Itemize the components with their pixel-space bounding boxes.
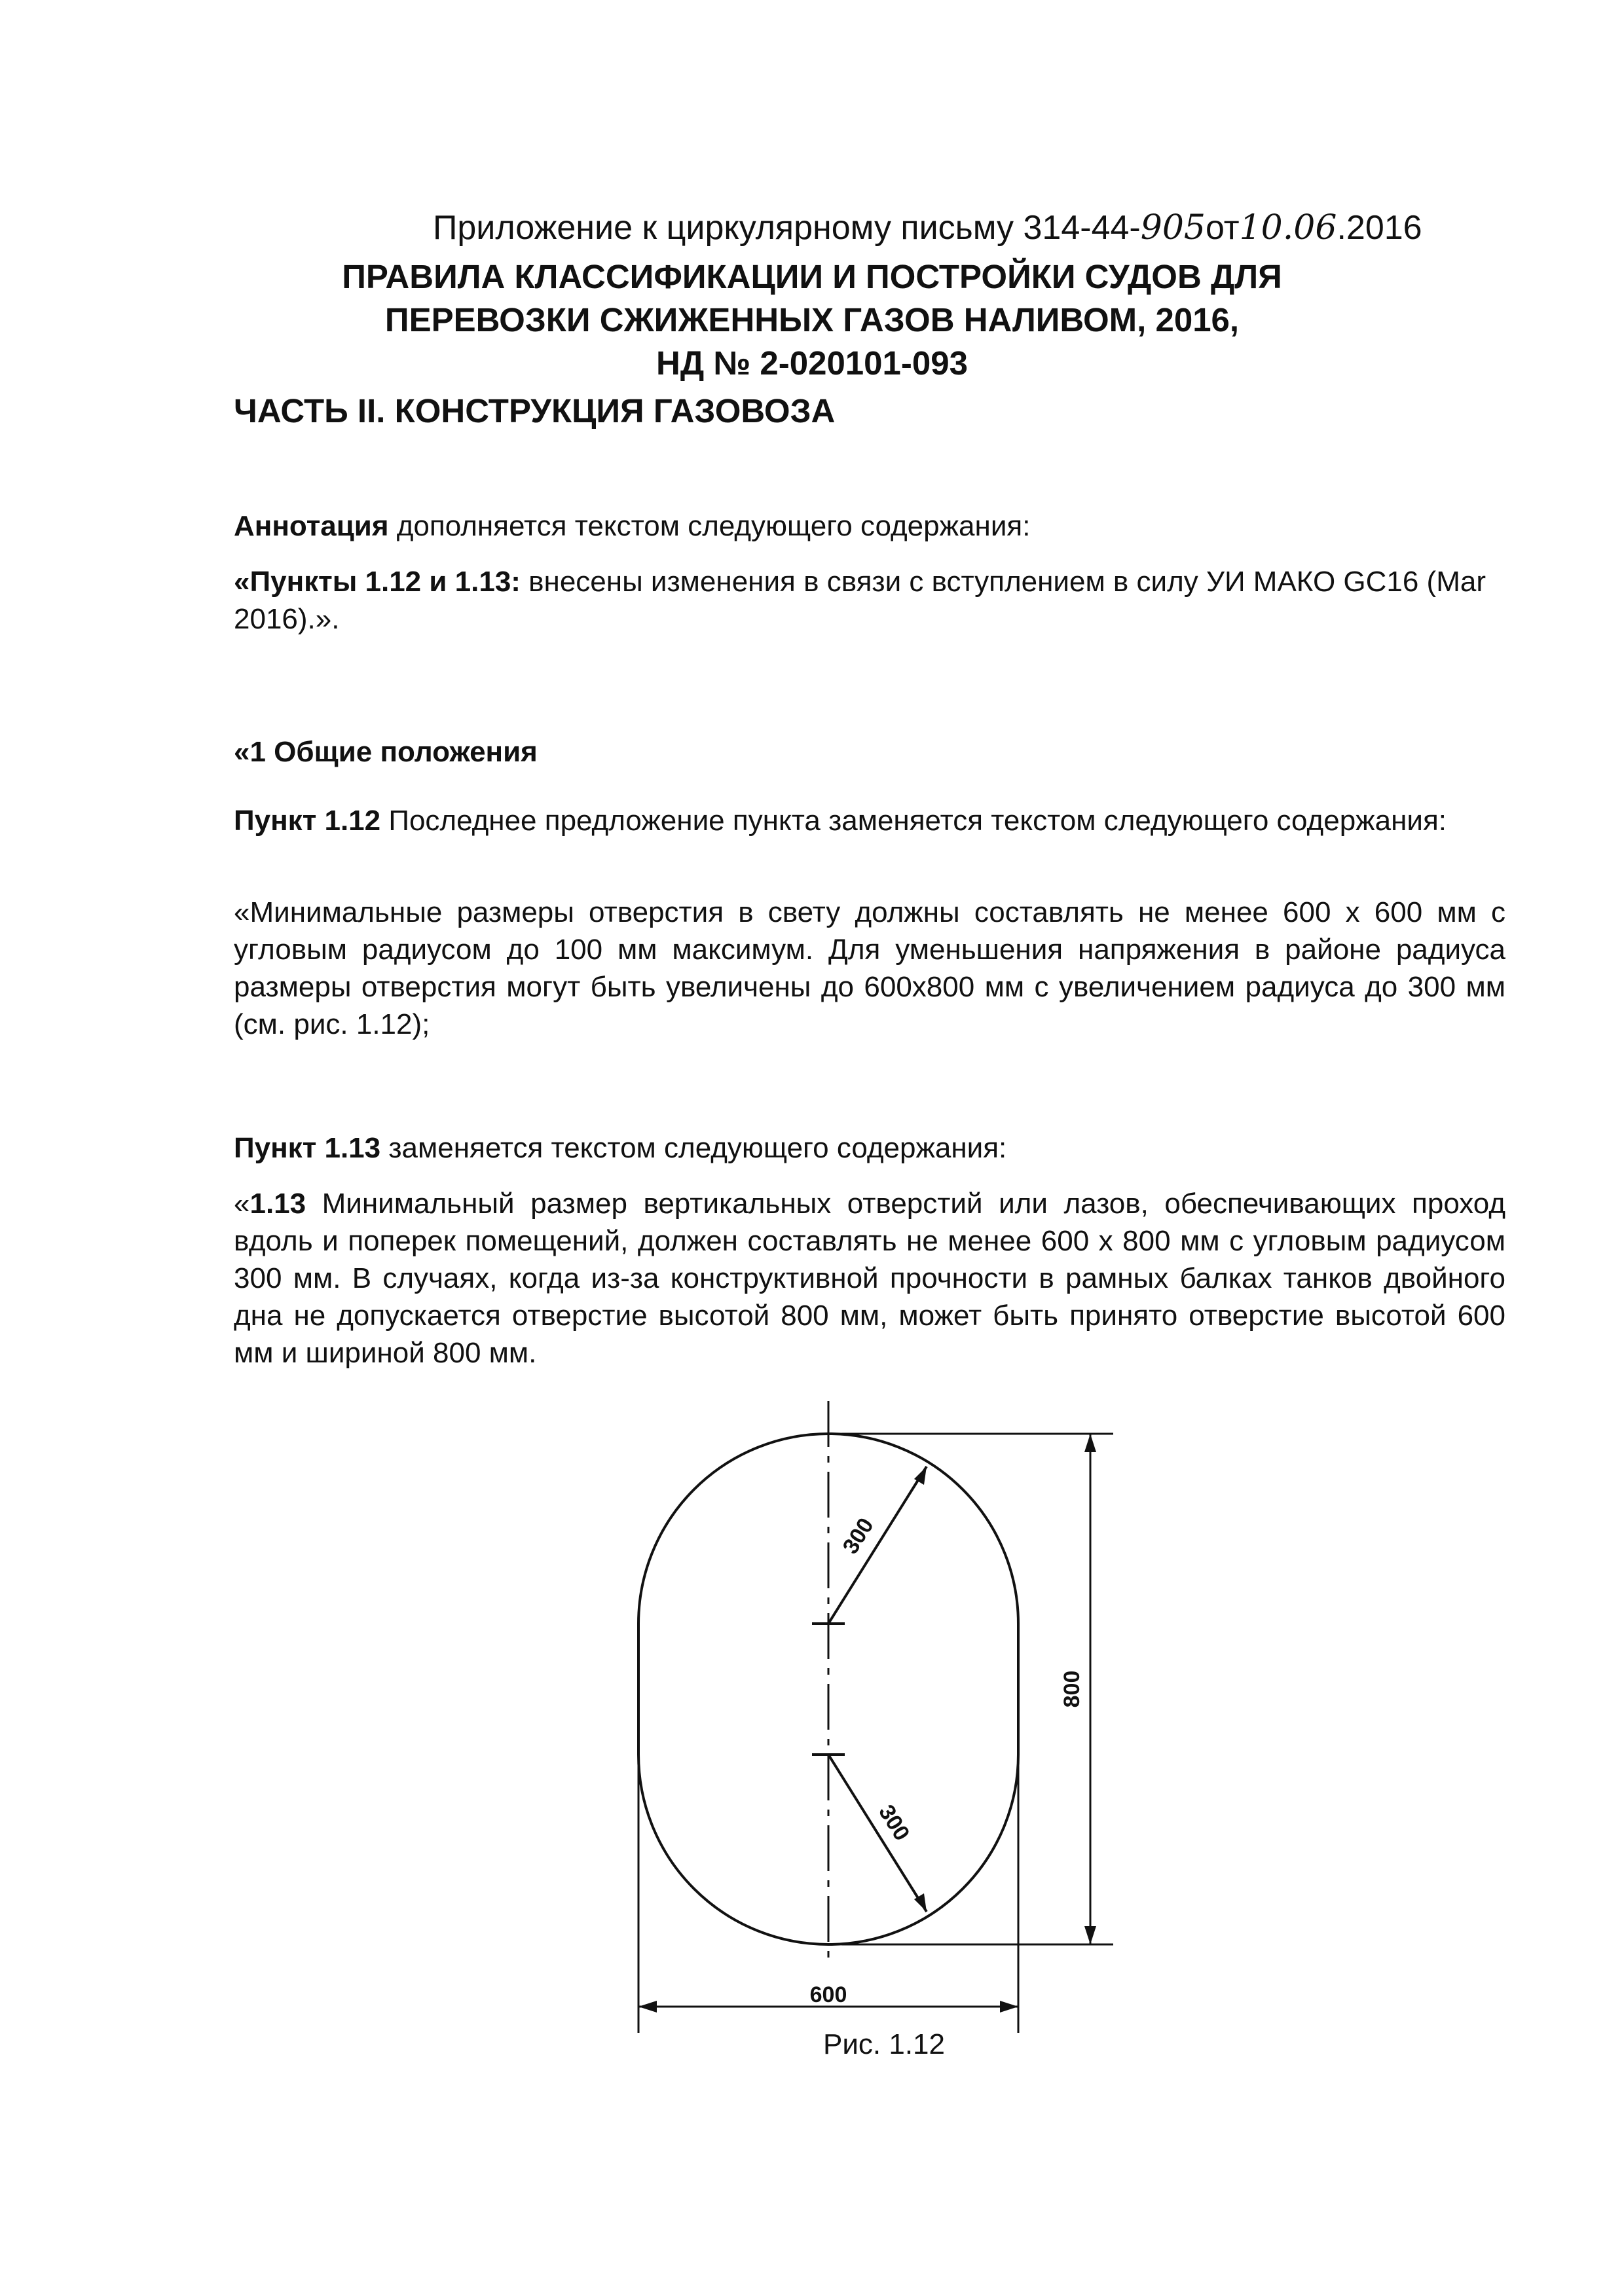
dim-width-label: 600: [809, 1982, 847, 2007]
radius-lines: [828, 1467, 927, 1912]
reference-mid: от: [1206, 209, 1240, 247]
item-1-13-label: Пункт 1.13: [234, 1132, 381, 1164]
dim-height-label: 800: [1060, 1670, 1084, 1708]
item-1-12-quote: «Минимальные размеры отверстия в свету должны составлять не менее 600 х 600 мм с угловым радиусом до 100 мм максимум. Для уменьшения напряжения в районе радиуса размеры отверстия могут быть увеличены до 600х800 мм с увеличением радиуса до 300 мм (см. рис. 1.12);: [234, 896, 1505, 1040]
annotation-quote-text: внесены изменения в связи с вступлением в силу УИ МАКО GC16 (Mar 2016).».: [234, 566, 1486, 635]
annotation-text: дополняется текстом следующего содержания:: [388, 510, 1031, 542]
reference-number-handwritten: 905: [1140, 208, 1206, 247]
title-line-3: НД № 2-020101-093: [656, 344, 968, 382]
annotation-label: Аннотация: [234, 510, 389, 542]
item-1-12-text: Последнее предложение пункта заменяется текстом следующего содержания:: [380, 805, 1447, 837]
dim-radius-top-label: 300: [838, 1514, 879, 1559]
part-title: ЧАСТЬ II. КОНСТРУКЦИЯ ГАЗОВОЗА: [234, 392, 836, 429]
item-1-13-text: заменяется текстом следующего содержания:: [380, 1132, 1007, 1164]
figure-caption: Рис. 1.12: [822, 2028, 945, 2060]
item-1-13-quote-open: «: [234, 1188, 250, 1220]
reference-date-handwritten: 10.06: [1239, 208, 1337, 247]
title-line-1: ПРАВИЛА КЛАССИФИКАЦИИ И ПОСТРОЙКИ СУДОВ ДЛЯ: [342, 258, 1282, 295]
reference-prefix: Приложение к циркулярному письму 314-44-: [433, 209, 1141, 247]
title-line-2: ПЕРЕВОЗКИ СЖИЖЕННЫХ ГАЗОВ НАЛИВОМ, 2016,: [384, 301, 1240, 338]
annotation-quote-label: «Пункты 1.12 и 1.13:: [234, 566, 521, 598]
reference-year: .2016: [1337, 209, 1422, 247]
item-1-13-quote-label: 1.13: [249, 1188, 306, 1220]
dim-radius-bottom-label: 300: [874, 1800, 915, 1846]
item-1-12-label: Пункт 1.12: [234, 805, 381, 837]
item-1-13-quote-text: Минимальный размер вертикальных отверстий или лазов, обеспечивающих проход вдоль и поперек помещений, должен составлять не менее 600 х 800 мм с угловым радиусом 300 мм. В случаях, когда из-за конструктивной прочности в рамных балках танков двойного дна не допускается отверстие высотой 800 мм, может быть принято отверстие высотой 600 мм и шириной 800 мм.: [234, 1188, 1505, 1369]
section-heading: «1 Общие положения: [234, 736, 538, 768]
